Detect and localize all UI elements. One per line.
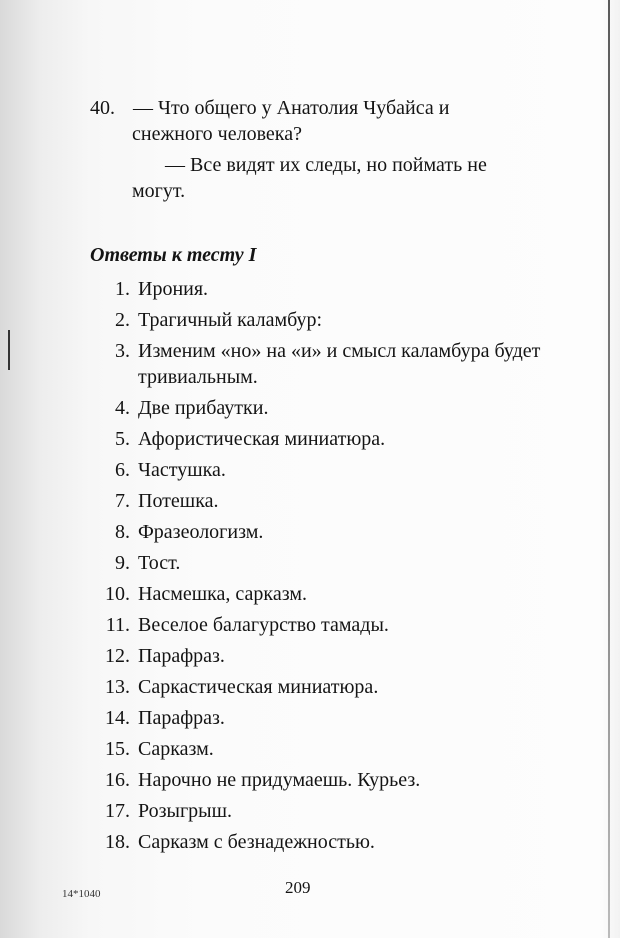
answer-number: 3. bbox=[115, 340, 130, 362]
answer-text: Сарказм. bbox=[138, 738, 214, 760]
answer-text: Частушка. bbox=[138, 459, 226, 481]
answer-item bbox=[90, 338, 560, 390]
answer-number: 18. bbox=[105, 831, 130, 853]
question-line-1 bbox=[90, 95, 560, 121]
answer-item bbox=[90, 395, 560, 421]
question-text-1: — Что общего у Анатолия Чубайса и bbox=[133, 97, 450, 119]
answer-text: Фразеологизм. bbox=[138, 521, 264, 543]
question-text-2: снежного человека? bbox=[132, 123, 302, 145]
answer-item bbox=[90, 829, 560, 855]
answer-text: Трагичный каламбур: bbox=[138, 309, 323, 331]
answer-item bbox=[90, 736, 560, 762]
answer-number: 8. bbox=[115, 521, 130, 543]
question-answer-1: — Все видят их следы, но поймать не bbox=[165, 154, 487, 176]
answer-item bbox=[90, 276, 560, 302]
answer-item bbox=[90, 581, 560, 607]
answer-text: Парафраз. bbox=[138, 645, 225, 667]
answer-number: 9. bbox=[115, 552, 130, 574]
answer-text: Розыгрыш. bbox=[138, 800, 233, 822]
answer-item bbox=[90, 307, 560, 333]
answer-item bbox=[90, 426, 560, 452]
answer-item bbox=[90, 612, 560, 638]
answer-item bbox=[90, 643, 560, 669]
answer-item bbox=[90, 519, 560, 545]
answer-item bbox=[90, 550, 560, 576]
page-content bbox=[90, 95, 560, 860]
answer-number: 1. bbox=[115, 278, 130, 300]
answer-number: 13. bbox=[105, 676, 130, 698]
answer-text: Парафраз. bbox=[138, 707, 225, 729]
answer-item bbox=[90, 705, 560, 731]
answer-number: 14. bbox=[105, 707, 130, 729]
margin-mark bbox=[8, 330, 10, 370]
answer-text: Сарказм с безнадежностью. bbox=[138, 831, 375, 853]
answer-item bbox=[90, 767, 560, 793]
answer-number: 5. bbox=[115, 428, 130, 450]
answer-number: 11. bbox=[105, 614, 130, 636]
page-number: 209 bbox=[285, 878, 311, 897]
answer-number: 12. bbox=[105, 645, 130, 667]
answer-number: 7. bbox=[115, 490, 130, 512]
answer-text: Две прибаутки. bbox=[138, 397, 269, 419]
answer-text: Веселое балагурство тамады. bbox=[138, 614, 389, 636]
answer-text: Насмешка, сарказм. bbox=[138, 583, 307, 605]
question-answer-2: могут. bbox=[132, 180, 186, 202]
answer-number: 16. bbox=[105, 769, 130, 791]
answer-item bbox=[90, 488, 560, 514]
answer-text: Потешка. bbox=[138, 490, 219, 512]
answer-number: 17. bbox=[105, 800, 130, 822]
answer-number: 10. bbox=[105, 583, 130, 605]
answer-number: 6. bbox=[115, 459, 130, 481]
answer-text: Афористическая миниатюра. bbox=[138, 428, 386, 450]
answer-item bbox=[90, 674, 560, 700]
answers-heading: Ответы к тесту I bbox=[90, 244, 257, 266]
answer-text: Нарочно не придумаешь. Курьез. bbox=[138, 769, 421, 791]
printer-signature: 14*1040 bbox=[62, 888, 101, 900]
answer-item bbox=[90, 457, 560, 483]
answer-number: 4. bbox=[115, 397, 130, 419]
answer-item bbox=[90, 798, 560, 824]
answer-number: 2. bbox=[115, 309, 130, 331]
answer-text: Ирония. bbox=[138, 278, 209, 300]
answers-list bbox=[90, 276, 560, 855]
question-number: 40. bbox=[90, 97, 115, 119]
answer-text: Тост. bbox=[138, 552, 181, 574]
answer-number: 15. bbox=[105, 738, 130, 760]
page-edge bbox=[608, 0, 610, 938]
answer-text: Изменим «но» на «и» и смысл каламбура будет тривиальным. bbox=[138, 340, 541, 388]
answer-text: Саркастическая миниатюра. bbox=[138, 676, 379, 698]
